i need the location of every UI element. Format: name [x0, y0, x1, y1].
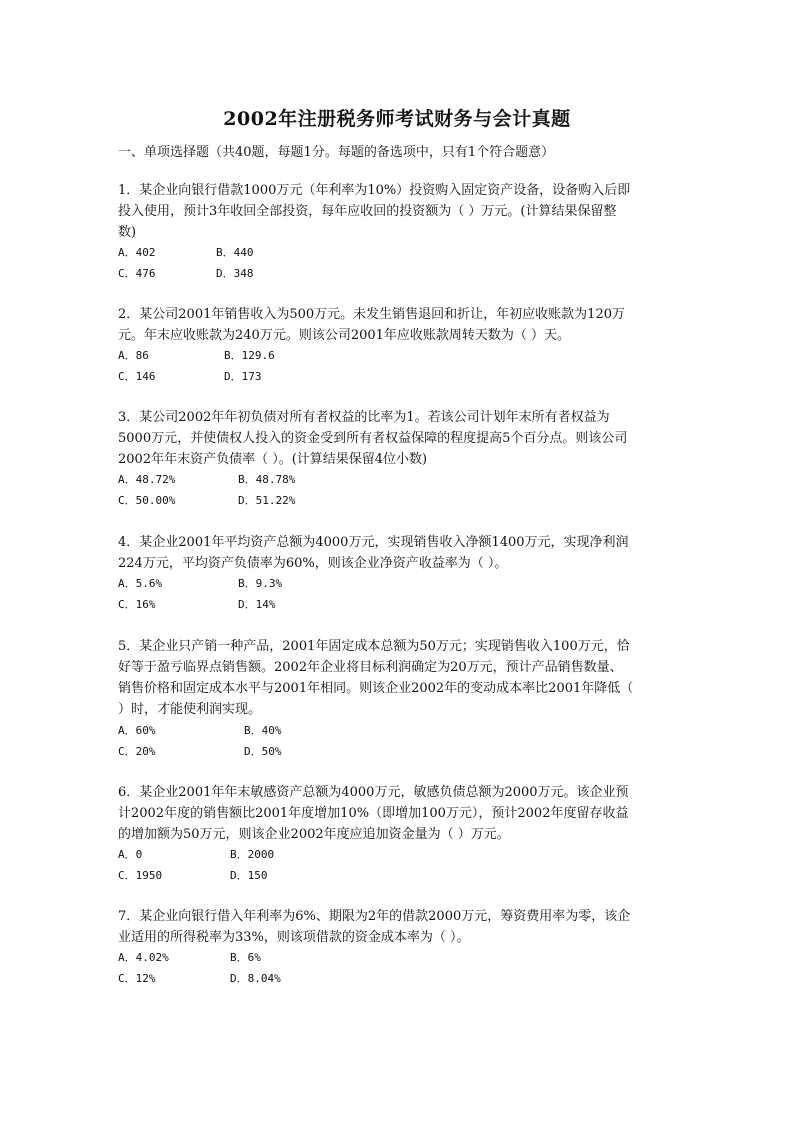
option-a: A．4.02%	[118, 951, 169, 964]
option-a: A．48.72%	[118, 473, 176, 486]
option-d: D．51.22%	[238, 494, 296, 507]
question-text-line: 5．某企业只产销一种产品，2001年固定成本总额为50万元；实现销售收入100万元，恰	[118, 639, 630, 654]
section-header: 一、单项选择题（共40题，每题1分。每题的备选项中，只有1个符合题意）	[118, 145, 555, 160]
question-text-line: 元。年末应收账款为240万元。则该公司2001年应收账款周转天数为（ ）天。	[118, 328, 571, 343]
question-text-line: 计2002年度的销售额比2001年度增加10%（即增加100万元），预计2002年度留存收益	[118, 806, 629, 821]
question-text-line: 5000万元，并使债权人投入的资金受到所有者权益保障的程度提高5个百分点。则该公司	[118, 431, 628, 446]
question-text-line: 7．某企业向银行借入年利率为6%、期限为2年的借款2000万元，筹资费用率为零，该企	[118, 909, 631, 924]
option-a: A．60%	[118, 724, 156, 737]
option-c: C．20%	[118, 745, 156, 758]
question-text-line: 业适用的所得税率为33%，则该项借款的资金成本率为（ ）。	[118, 930, 470, 945]
question-text-line: 2．某公司2001年销售收入为500万元。未发生销售退回和折让，年初应收账款为120万	[118, 307, 625, 322]
option-a: A．402	[118, 246, 156, 259]
option-b: B．2000	[230, 848, 275, 861]
option-c: C．50.00%	[118, 494, 176, 507]
question-text-line: 数)	[118, 225, 137, 240]
option-c: C．12%	[118, 972, 156, 985]
question-text-line: 6．某企业2001年年末敏感资产总额为4000万元，敏感负债总额为2000万元。该企业预	[118, 785, 629, 800]
question-text-line: 的增加额为50万元，则该企业2002年度应追加资金量为（ ）万元。	[118, 827, 510, 842]
question-text-line: 1．某企业向银行借款1000万元（年利率为10%）投资购入固定资产设备，设备购入后即	[118, 183, 631, 198]
question-text-line: 好等于盈亏临界点销售额。2002年企业将目标利润确定为20万元，预计产品销售数量、	[118, 660, 623, 675]
option-b: B．9.3%	[238, 577, 283, 590]
question-text-line: 销售价格和固定成本水平与2001年相同。则该企业2002年的变动成本率比2001年降低（	[118, 681, 634, 696]
option-d: D．150	[230, 869, 268, 882]
option-d: D．348	[216, 267, 254, 280]
question-text-line: 3．某公司2002年年初负债对所有者权益的比率为1。若该公司计划年末所有者权益为	[118, 410, 610, 425]
option-c: C．146	[118, 370, 156, 383]
option-a: A．5.6%	[118, 577, 163, 590]
question-text-line: 2002年年末资产负债率（ ）。(计算结果保留4位小数)	[118, 452, 428, 467]
option-b: B．440	[216, 246, 254, 259]
option-b: B．129.6	[224, 349, 275, 362]
option-d: D．8.04%	[230, 972, 281, 985]
question-text-line: ）时，才能使利润实现。	[118, 702, 262, 717]
option-c: C．16%	[118, 598, 156, 611]
option-b: B．40%	[244, 724, 282, 737]
option-d: D．14%	[238, 598, 276, 611]
question-text-line: 投入使用，预计3年收回全部投资，每年应收回的投资额为（ ）万元。(计算结果保留整	[118, 204, 617, 219]
question-text-line: 224万元，平均资产负债率为60%，则该企业净资产收益率为（ ）。	[118, 556, 508, 571]
document-title: 2002年注册税务师考试财务与会计真题	[223, 108, 571, 130]
option-b: B．6%	[230, 951, 261, 964]
option-b: B．48.78%	[238, 473, 296, 486]
option-d: D．50%	[244, 745, 282, 758]
option-d: D．173	[224, 370, 262, 383]
option-c: C．1950	[118, 869, 163, 882]
option-c: C．476	[118, 267, 156, 280]
question-text-line: 4．某企业2001年平均资产总额为4000万元，实现销售收入净额1400万元，实现净利润	[118, 535, 629, 550]
option-a: A．0	[118, 848, 143, 861]
option-a: A．86	[118, 349, 149, 362]
